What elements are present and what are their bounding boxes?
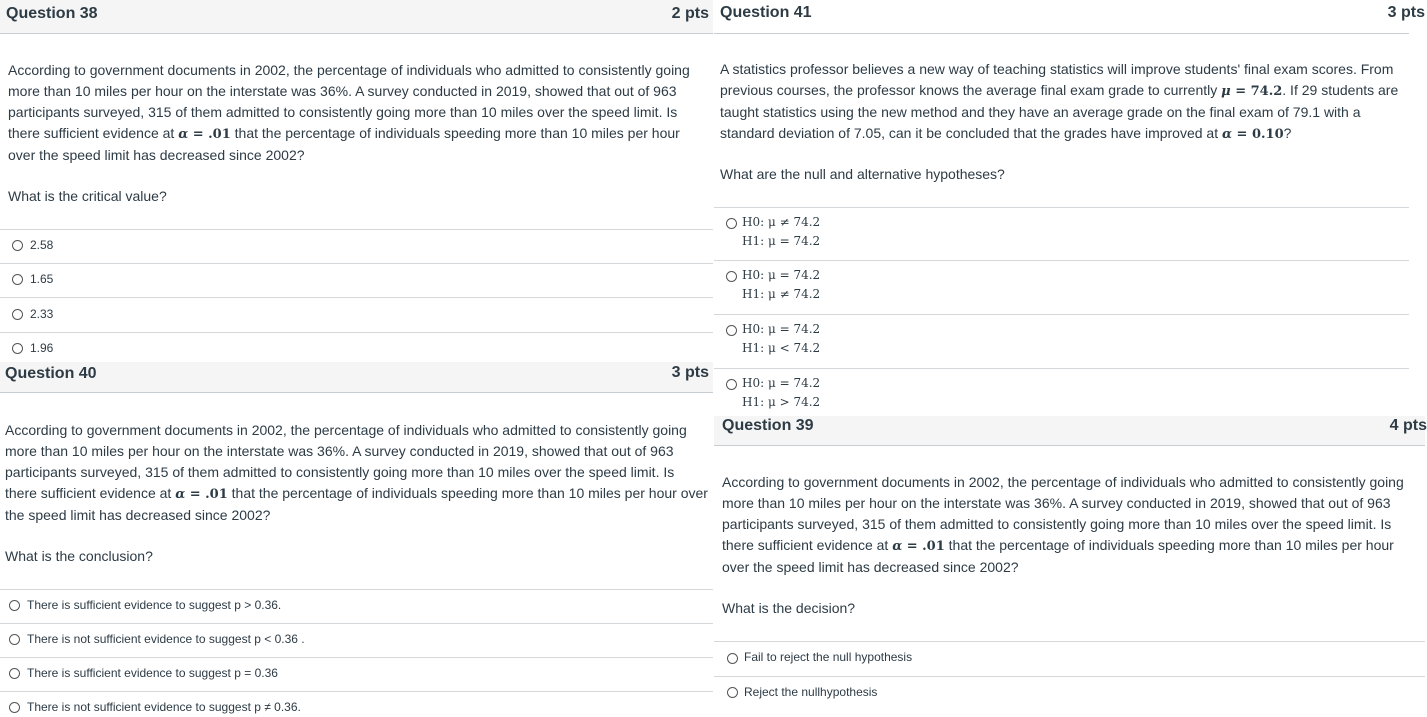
question-40-header (0, 362, 713, 393)
null-hypothesis: H0: μ ≠ 74.2 (742, 215, 821, 229)
answer-option[interactable] (0, 589, 713, 623)
hypothesis-pair (742, 374, 820, 412)
answer-label: Fail to reject the null hypothesis (744, 650, 913, 664)
null-hypothesis: H0: μ = 74.2 (742, 376, 821, 390)
answer-option[interactable] (0, 263, 713, 297)
hypothesis-pair (742, 266, 820, 304)
answer-option[interactable] (0, 691, 713, 717)
alternative-hypothesis: H1: μ > 74.2 (742, 395, 821, 409)
answer-label: 2.33 (30, 307, 54, 321)
question-39-panel (714, 416, 1425, 716)
radio-button[interactable] (12, 240, 23, 251)
answer-label: Reject the nullhypothesis (744, 685, 878, 699)
question-prompt: What is the decision? (722, 600, 856, 616)
answer-label: 1.96 (30, 341, 54, 355)
question-points: 3 pts (671, 364, 709, 381)
question-title: Question 40 (5, 365, 97, 382)
answer-option[interactable] (0, 297, 713, 332)
radio-button[interactable] (727, 687, 738, 698)
radio-button[interactable] (726, 325, 737, 336)
question-38-header (0, 0, 713, 34)
question-39-header (714, 416, 1425, 446)
null-hypothesis: H0: μ = 74.2 (742, 322, 821, 336)
answer-option[interactable] (714, 207, 1409, 260)
answer-label: 1.65 (30, 272, 54, 286)
radio-button[interactable] (12, 309, 23, 320)
question-points: 2 pts (671, 5, 709, 22)
radio-button[interactable] (727, 653, 738, 664)
question-points: 3 pts (1387, 4, 1425, 21)
answer-option[interactable] (0, 332, 713, 363)
answer-option[interactable] (714, 368, 1409, 417)
question-title: Question 38 (6, 5, 98, 22)
radio-button[interactable] (726, 379, 737, 390)
answer-option[interactable] (0, 657, 713, 691)
answer-label: 2.58 (30, 238, 54, 252)
null-hypothesis: H0: μ = 74.2 (742, 268, 821, 282)
answer-label: There is sufficient evidence to suggest p > 0.36. (27, 598, 282, 612)
hypothesis-pair (742, 213, 820, 251)
answer-label: There is not sufficient evidence to suggest p < 0.36 . (27, 632, 305, 646)
question-points: 4 pts (1389, 417, 1427, 434)
question-text: According to government documents in 2002, the percentage of individuals who admitted to consistently going more than 10 miles per hour on the interstate was 36%. A survey conducted in 2019, showed that out of 963 participants surveyed, 315 of them admitted to consistently going more than 10 miles over the speed limit. Is there sufficient evidence at α = .01 that the percentage of individuals speeding more than 10 miles per hour over the speed limit has decreased since 2002? (5, 422, 708, 523)
alternative-hypothesis: H1: μ < 74.2 (742, 341, 821, 355)
question-title: Question 41 (720, 4, 812, 21)
radio-button[interactable] (726, 271, 737, 282)
radio-button[interactable] (12, 343, 23, 354)
radio-button[interactable] (9, 702, 20, 713)
answer-label: There is not sufficient evidence to suggest p ≠ 0.36. (27, 700, 301, 714)
alternative-hypothesis: H1: μ = 74.2 (742, 234, 821, 248)
radio-button[interactable] (726, 218, 737, 229)
question-prompt: What is the conclusion? (5, 548, 153, 564)
question-title: Question 39 (722, 417, 814, 434)
radio-button[interactable] (9, 634, 20, 645)
answer-option[interactable] (714, 314, 1409, 368)
hypothesis-pair (742, 320, 820, 358)
answer-option[interactable] (0, 623, 713, 657)
answer-option[interactable] (714, 676, 1425, 717)
radio-button[interactable] (9, 600, 20, 611)
answer-option[interactable] (714, 641, 1425, 676)
question-38-panel (0, 0, 713, 362)
question-prompt: What is the critical value? (8, 188, 167, 204)
question-text: According to government documents in 2002, the percentage of individuals who admitted to consistently going more than 10 miles per hour on the interstate was 36%. A survey conducted in 2019, showed that out of 963 participants surveyed, 315 of them admitted to consistently going more than 10 miles over the speed limit. Is there sufficient evidence at α = .01 that the percentage of individuals speeding more than 10 miles per hour over the speed limit has decreased since 2002? (8, 62, 690, 163)
question-prompt: What are the null and alternative hypotheses? (720, 166, 1005, 182)
alternative-hypothesis: H1: μ ≠ 74.2 (742, 287, 821, 301)
radio-button[interactable] (12, 274, 23, 285)
answer-option[interactable] (0, 229, 713, 263)
answer-option[interactable] (714, 260, 1409, 314)
question-41-header (714, 0, 1425, 34)
radio-button[interactable] (9, 668, 20, 679)
question-text: According to government documents in 2002, the percentage of individuals who admitted to consistently going more than 10 miles per hour on the interstate was 36%. A survey conducted in 2019, showed that out of 963 participants surveyed, 315 of them admitted to consistently going more than 10 miles over the speed limit. Is there sufficient evidence at α = .01 that the percentage of individuals speeding more than 10 miles per hour over the speed limit has decreased since 2002? (722, 474, 1404, 575)
question-40-panel (0, 362, 713, 716)
question-41-panel (714, 0, 1425, 416)
answer-label: There is sufficient evidence to suggest p = 0.36 (27, 666, 278, 680)
question-text: A statistics professor believes a new way of teaching statistics will improve students' final exam scores. From previous courses, the professor knows the average final exam grade to currently μ = 74.2. If 29 students are taught statistics using the new method and they have an average grade on the final exam of 79.1 with a standard deviation of 7.05, can it be concluded that the grades have improved at α = 0.10? (720, 61, 1399, 142)
